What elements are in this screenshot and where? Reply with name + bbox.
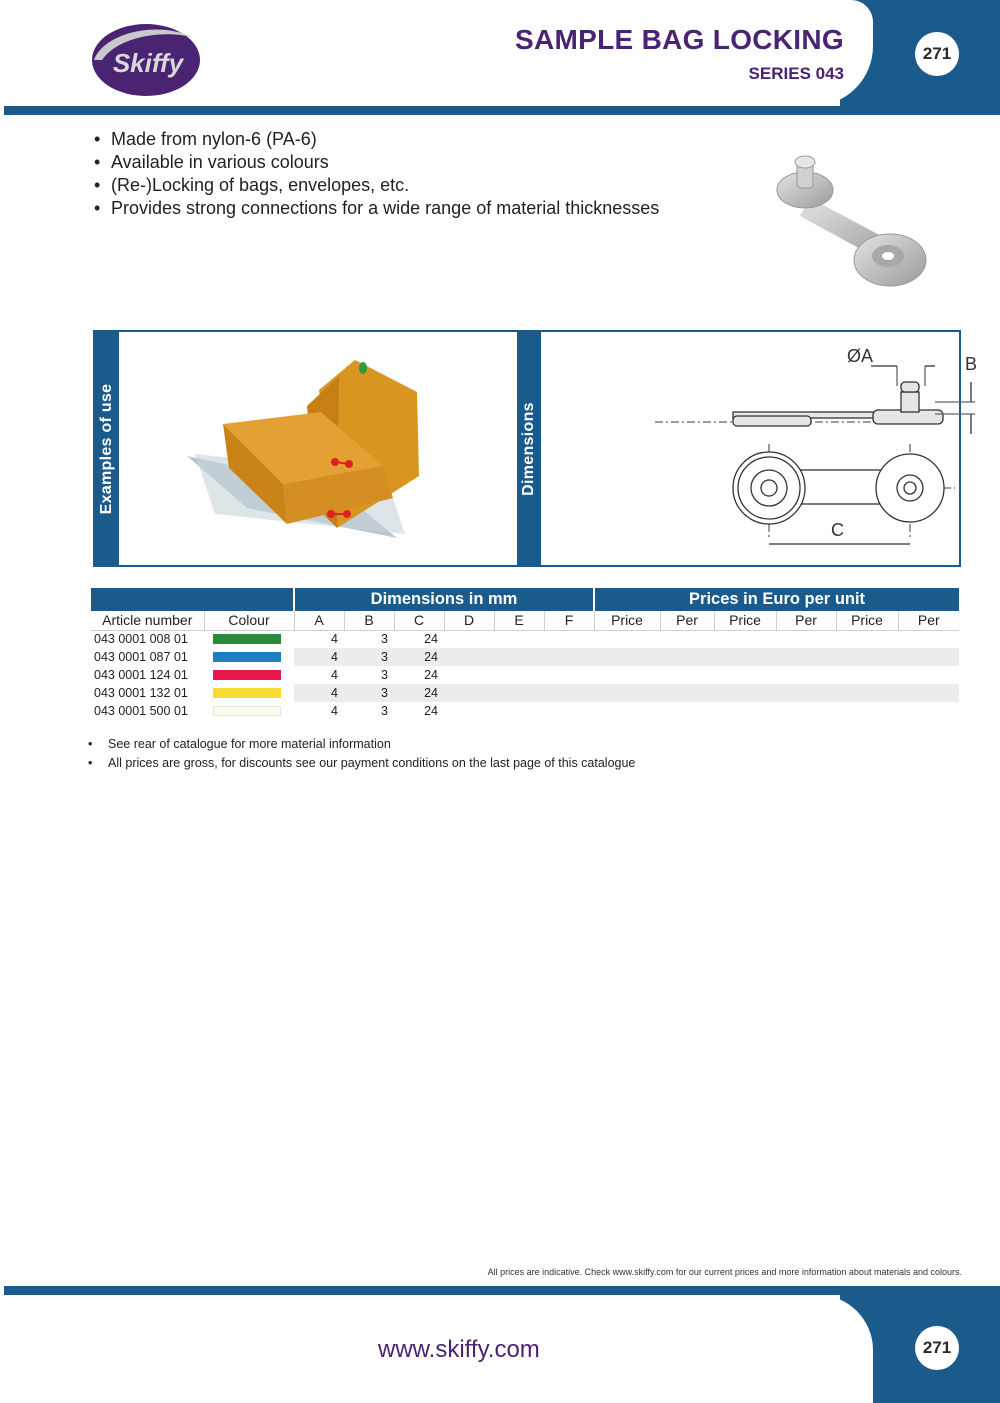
dimensions-drawing <box>635 338 978 558</box>
dim-a-cell: 4 <box>331 704 338 718</box>
column-header: Per <box>660 611 714 630</box>
dim-a-cell: 4 <box>331 632 338 647</box>
page-number-badge: 271 <box>915 32 959 76</box>
empty-cell <box>898 630 959 648</box>
colour-cell <box>204 702 294 720</box>
specification-table <box>91 588 959 720</box>
empty-cell <box>898 666 959 684</box>
empty-cell <box>594 684 660 702</box>
price-disclaimer: All prices are indicative. Check www.skiffy.com for our current prices and more information about materials and colours. <box>487 1267 962 1277</box>
product-image <box>770 146 940 296</box>
table-row <box>91 648 959 666</box>
empty-cell <box>660 702 714 720</box>
column-header: A <box>294 611 344 630</box>
empty-cell <box>444 684 494 702</box>
column-header: B <box>344 611 394 630</box>
examples-of-use-tab: Examples of use <box>95 332 119 565</box>
empty-cell <box>544 648 594 666</box>
empty-cell <box>836 648 898 666</box>
colour-swatch <box>213 634 281 644</box>
empty-cell <box>714 666 776 684</box>
empty-cell <box>544 630 594 648</box>
empty-cell <box>714 684 776 702</box>
empty-cell <box>494 666 544 684</box>
svg-text:C: C <box>831 520 844 540</box>
empty-cell <box>776 630 836 648</box>
empty-cell <box>660 648 714 666</box>
empty-cell <box>444 648 494 666</box>
empty-cell <box>444 702 494 720</box>
colour-swatch <box>213 688 281 698</box>
empty-cell <box>898 702 959 720</box>
colour-swatch <box>213 670 281 680</box>
dim-b-cell: 3 <box>381 704 388 718</box>
empty-cell <box>594 702 660 720</box>
empty-cell <box>494 630 544 648</box>
table-row <box>91 666 959 684</box>
examples-of-use-image <box>187 348 427 548</box>
column-header: D <box>444 611 494 630</box>
dim-a-cell: 4 <box>331 668 338 682</box>
series-subtitle: SERIES 043 <box>748 64 844 83</box>
empty-cell <box>776 684 836 702</box>
empty-cell <box>594 630 660 648</box>
empty-cell <box>836 630 898 648</box>
page-title: SAMPLE BAG LOCKING <box>515 24 844 55</box>
empty-cell <box>660 684 714 702</box>
dim-b-cell: 3 <box>344 684 394 702</box>
empty-cell <box>544 666 594 684</box>
empty-cell <box>776 702 836 720</box>
dim-b-cell: 3 <box>381 632 388 647</box>
note-item: • See rear of catalogue for more material information <box>88 735 635 754</box>
column-header: Per <box>776 611 836 630</box>
table-body <box>91 630 959 720</box>
colour-cell <box>204 666 294 684</box>
empty-cell <box>444 666 494 684</box>
colour-swatch <box>213 706 281 716</box>
empty-cell <box>776 648 836 666</box>
column-header: Price <box>714 611 776 630</box>
table-column-header-row <box>91 611 959 630</box>
page-footer <box>0 1286 1000 1403</box>
svg-text:Skiffy: Skiffy <box>112 48 184 78</box>
empty-cell <box>544 702 594 720</box>
svg-text:B: B <box>965 354 978 374</box>
empty-cell <box>836 702 898 720</box>
svg-text:ØA: ØA <box>847 346 874 366</box>
column-header: Colour <box>204 611 294 630</box>
empty-cell <box>494 702 544 720</box>
empty-cell <box>776 666 836 684</box>
dim-b-cell: 3 <box>381 668 388 682</box>
empty-cell <box>836 666 898 684</box>
column-header: F <box>544 611 594 630</box>
table-row <box>91 684 959 702</box>
page-header <box>0 0 1000 116</box>
dim-c-cell: 24 <box>394 684 444 702</box>
colour-cell <box>204 630 294 648</box>
article-number-cell: 043 0001 008 01 <box>94 632 188 647</box>
column-header: Price <box>836 611 898 630</box>
table-row <box>91 702 959 720</box>
column-header: Price <box>594 611 660 630</box>
column-header: Per <box>898 611 959 630</box>
dim-c-cell: 24 <box>424 704 438 718</box>
table-row <box>91 630 959 648</box>
empty-cell <box>494 648 544 666</box>
column-header: E <box>494 611 544 630</box>
empty-cell <box>898 684 959 702</box>
empty-cell <box>594 648 660 666</box>
empty-cell <box>836 684 898 702</box>
feature-item: • Made from nylon-6 (PA-6) <box>94 128 659 151</box>
colour-cell <box>204 648 294 666</box>
dim-c-cell: 24 <box>424 632 438 647</box>
feature-list <box>94 128 659 220</box>
dim-a-cell: 4 <box>294 684 344 702</box>
column-header: Article number <box>91 611 204 630</box>
empty-cell <box>444 630 494 648</box>
empty-cell <box>544 684 594 702</box>
dimensions-tab: Dimensions <box>517 332 541 565</box>
feature-item: • (Re-)Locking of bags, envelopes, etc. <box>94 174 659 197</box>
article-number-cell: 043 0001 124 01 <box>94 668 188 682</box>
empty-cell <box>898 648 959 666</box>
notes-list <box>88 735 635 773</box>
note-item: • All prices are gross, for discounts see our payment conditions on the last page of this catalogue <box>88 754 635 773</box>
feature-item: • Provides strong connections for a wide range of material thicknesses <box>94 197 659 220</box>
table-group-header-row <box>91 588 959 611</box>
colour-cell <box>204 684 294 702</box>
website-link[interactable]: www.skiffy.com <box>378 1336 540 1363</box>
empty-cell <box>660 630 714 648</box>
article-number-cell: 043 0001 087 01 <box>91 648 204 666</box>
feature-item: • Available in various colours <box>94 151 659 174</box>
page-number-badge: 271 <box>915 1326 959 1370</box>
empty-cell <box>594 666 660 684</box>
dimensions-group-header: Dimensions in mm <box>294 588 594 611</box>
prices-group-header: Prices in Euro per unit <box>594 588 959 611</box>
dim-c-cell: 24 <box>394 648 444 666</box>
colour-swatch <box>213 652 281 662</box>
empty-cell <box>714 648 776 666</box>
dim-a-cell: 4 <box>294 648 344 666</box>
article-number-cell: 043 0001 132 01 <box>91 684 204 702</box>
empty-cell <box>714 702 776 720</box>
skiffy-logo <box>90 20 206 100</box>
illustration-panel <box>93 330 978 567</box>
dim-c-cell: 24 <box>424 668 438 682</box>
empty-cell <box>660 666 714 684</box>
article-number-cell: 043 0001 500 01 <box>94 704 188 718</box>
column-header: C <box>394 611 444 630</box>
empty-cell <box>494 684 544 702</box>
empty-cell <box>714 630 776 648</box>
dim-b-cell: 3 <box>344 648 394 666</box>
